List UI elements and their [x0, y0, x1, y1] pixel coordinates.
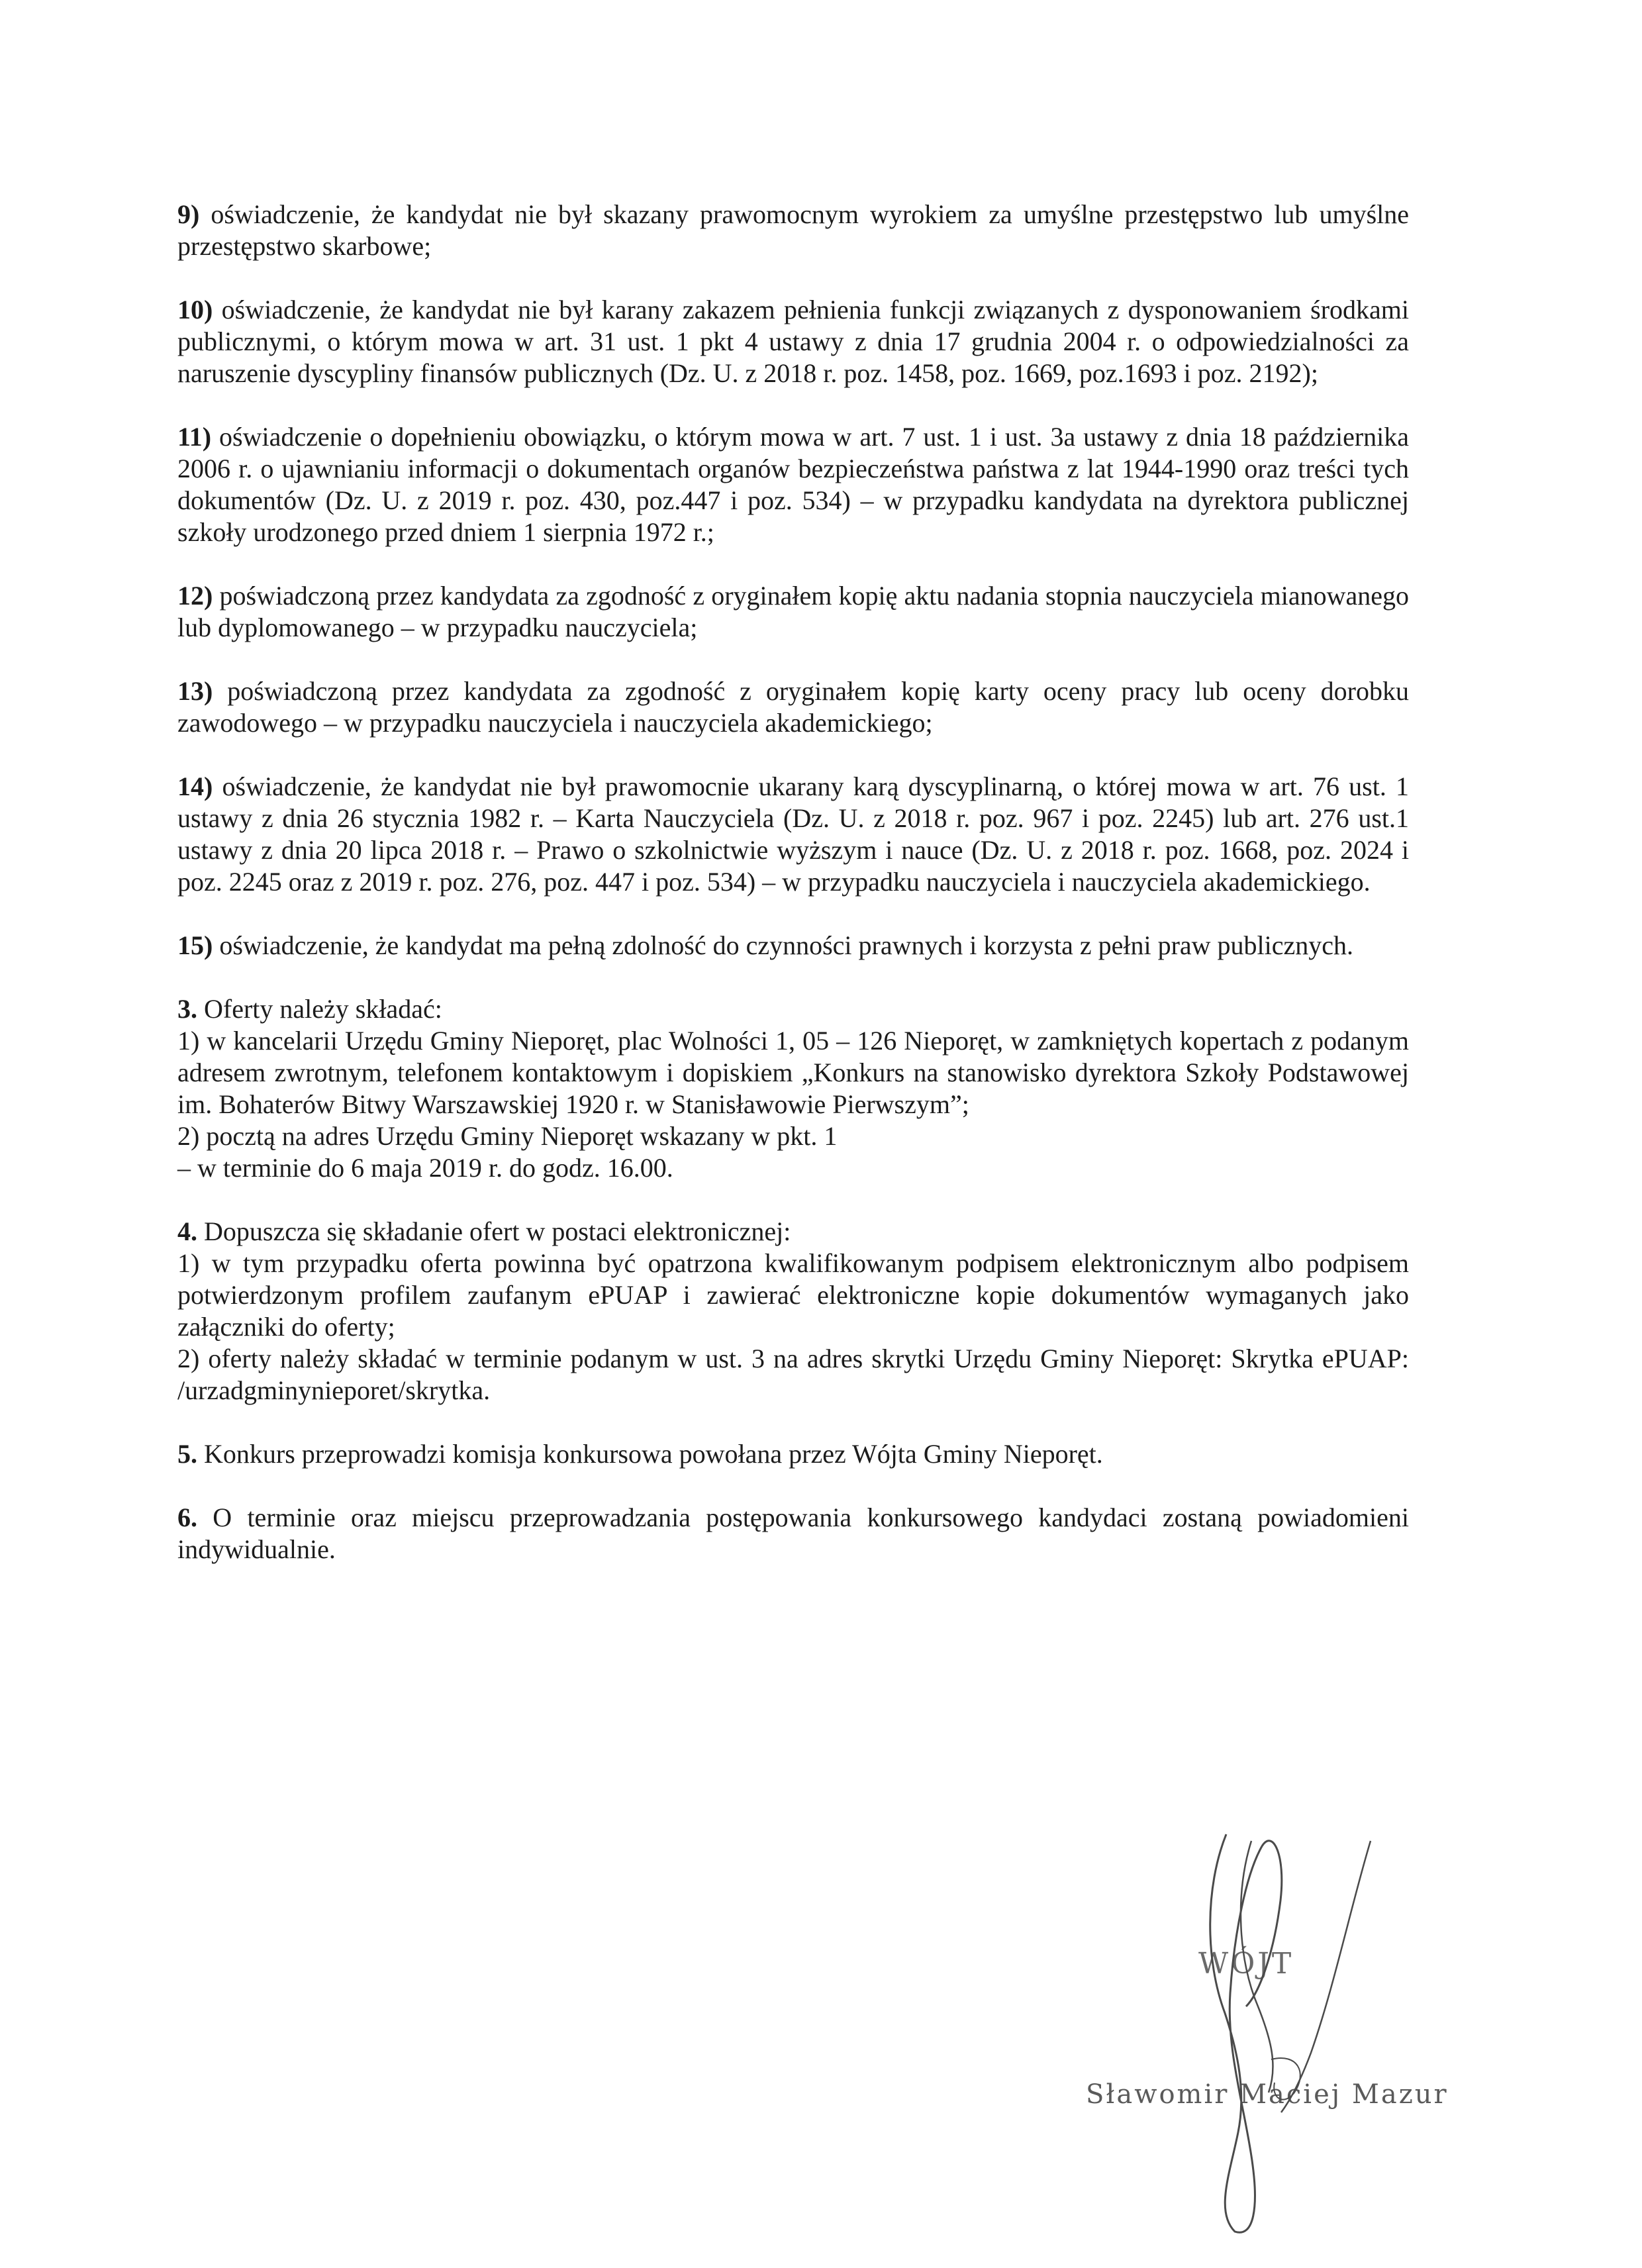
section-text: O terminie oraz miejscu przeprowadzania postępowania konkursowego kandydaci zostaną powiadomieni indywidualnie. — [177, 1503, 1409, 1564]
list-item-15 — [177, 930, 1409, 961]
handwritten-signature — [1073, 1814, 1443, 2238]
stamp-title: WÓJT — [1198, 1947, 1294, 1981]
section-title: Oferty należy składać: — [204, 994, 442, 1024]
stamp-name: Sławomir Maciej Mazur — [1086, 2079, 1449, 2110]
list-item-10 — [177, 294, 1409, 389]
item-text: poświadczoną przez kandydata za zgodność z oryginałem kopię aktu nadania stopnia nauczyciela mianowanego lub dyplomowanego – w przypadku nauczyciela; — [177, 581, 1410, 642]
item-text: poświadczoną przez kandydata za zgodność z oryginałem kopię karty oceny pracy lub oceny dorobku zawodowego – w przypadku nauczyciela i nauczyciela akademickiego; — [177, 676, 1410, 738]
item-text: oświadczenie, że kandydat ma pełną zdolność do czynności prawnych i korzysta z pełni praw publicznych. — [219, 930, 1354, 960]
list-item-13 — [177, 675, 1409, 739]
item-number: 12) — [177, 581, 213, 611]
list-item-9 — [177, 199, 1409, 262]
item-text: oświadczenie, że kandydat nie był prawomocnie ukarany karą dyscyplinarną, o której mowa w art. 76 ust. 1 ustawy z dnia 26 stycznia 1982 r. – Karta Nauczyciela (Dz. U. z 2018 r. poz. 967 i poz. 2245) lub art. 276 ust.1 ustawy z dnia 20 lipca 2018 r. – Prawo o szkolnictwie wyższym i nauce (Dz. U. z 2018 r. poz. 1668, poz. 2024 i poz. 2245 oraz z 2019 r. poz. 276, poz. 447 i poz. 534) – w przypadku nauczyciela i nauczyciela akademickiego. — [177, 771, 1410, 897]
section-5 — [177, 1438, 1409, 1470]
section-number: 5. — [177, 1439, 197, 1469]
section-number: 4. — [177, 1216, 197, 1246]
section-title: Dopuszcza się składanie ofert w postaci elektronicznej: — [204, 1216, 791, 1246]
section-heading — [177, 1216, 1409, 1248]
item-number: 13) — [177, 676, 213, 706]
section-line: 2) pocztą na adres Urzędu Gminy Nieporęt wskazany w pkt. 1 — [177, 1121, 838, 1151]
item-text: oświadczenie, że kandydat nie był skazany prawomocnym wyrokiem za umyślne przestępstwo lub umyślne przestępstwo skarbowe; — [177, 199, 1409, 261]
section-number: 3. — [177, 994, 197, 1024]
item-number: 15) — [177, 930, 213, 960]
list-item-11 — [177, 421, 1409, 548]
item-text: oświadczenie o dopełnieniu obowiązku, o którym mowa w art. 7 ust. 1 i ust. 3a ustawy z dnia 18 października 2006 r. o ujawnianiu informacji o dokumentach organów bezpieczeństwa państwa z lat 1944-1990 oraz treści tych dokumentów (Dz. U. z 2019 r. poz. 430, poz.447 i poz. 534) – w przypadku kandydata na dyrektora publicznej szkoły urodzonego przed dniem 1 sierpnia 1972 r.; — [177, 422, 1410, 547]
section-number: 6. — [177, 1503, 197, 1532]
item-number: 10) — [177, 295, 213, 324]
section-line: 1) w kancelarii Urzędu Gminy Nieporęt, plac Wolności 1, 05 – 126 Nieporęt, w zamkniętych kopertach z podanym adresem zwrotnym, telefonem kontaktowym i dopiskiem „Konkurs na stanowisko dyrektora Szkoły Podstawowej im. Bohaterów Bitwy Warszawskiej 1920 r. w Stanisławowie Pierwszym”; — [177, 1026, 1409, 1119]
section-text: Konkurs przeprowadzi komisja konkursowa powołana przez Wójta Gminy Nieporęt. — [204, 1439, 1103, 1469]
list-item-12 — [177, 580, 1409, 644]
item-text: oświadczenie, że kandydat nie był karany zakazem pełnienia funkcji związanych z dysponowaniem środkami publicznymi, o którym mowa w art. 31 ust. 1 pkt 4 ustawy z dnia 17 grudnia 2004 r. o odpowiedzialności za naruszenie dyscypliny finansów publicznych (Dz. U. z 2018 r. poz. 1458, poz. 1669, poz.1693 i poz. 2192); — [177, 295, 1410, 388]
section-3 — [177, 993, 1409, 1184]
section-6 — [177, 1502, 1409, 1565]
item-number: 9) — [177, 199, 200, 229]
item-number: 11) — [177, 422, 212, 452]
document-body — [177, 199, 1409, 1565]
section-line: 2) oferty należy składać w terminie podanym w ust. 3 na adres skrytki Urzędu Gminy Nieporęt: Skrytka ePUAP: /urzadgminynieporet/skrytka. — [177, 1344, 1409, 1405]
section-line: – w terminie do 6 maja 2019 r. do godz. 16.00. — [177, 1153, 673, 1183]
section-line: 1) w tym przypadku oferta powinna być opatrzona kwalifikowanym podpisem elektronicznym albo podpisem potwierdzonym profilem zaufanym ePUAP i zawierać elektroniczne kopie dokumentów wymaganych jako załączniki do oferty; — [177, 1248, 1409, 1342]
section-4 — [177, 1216, 1409, 1406]
section-heading — [177, 993, 1409, 1025]
signature-block — [1073, 1814, 1449, 2238]
item-number: 14) — [177, 771, 213, 801]
list-item-14 — [177, 771, 1409, 898]
